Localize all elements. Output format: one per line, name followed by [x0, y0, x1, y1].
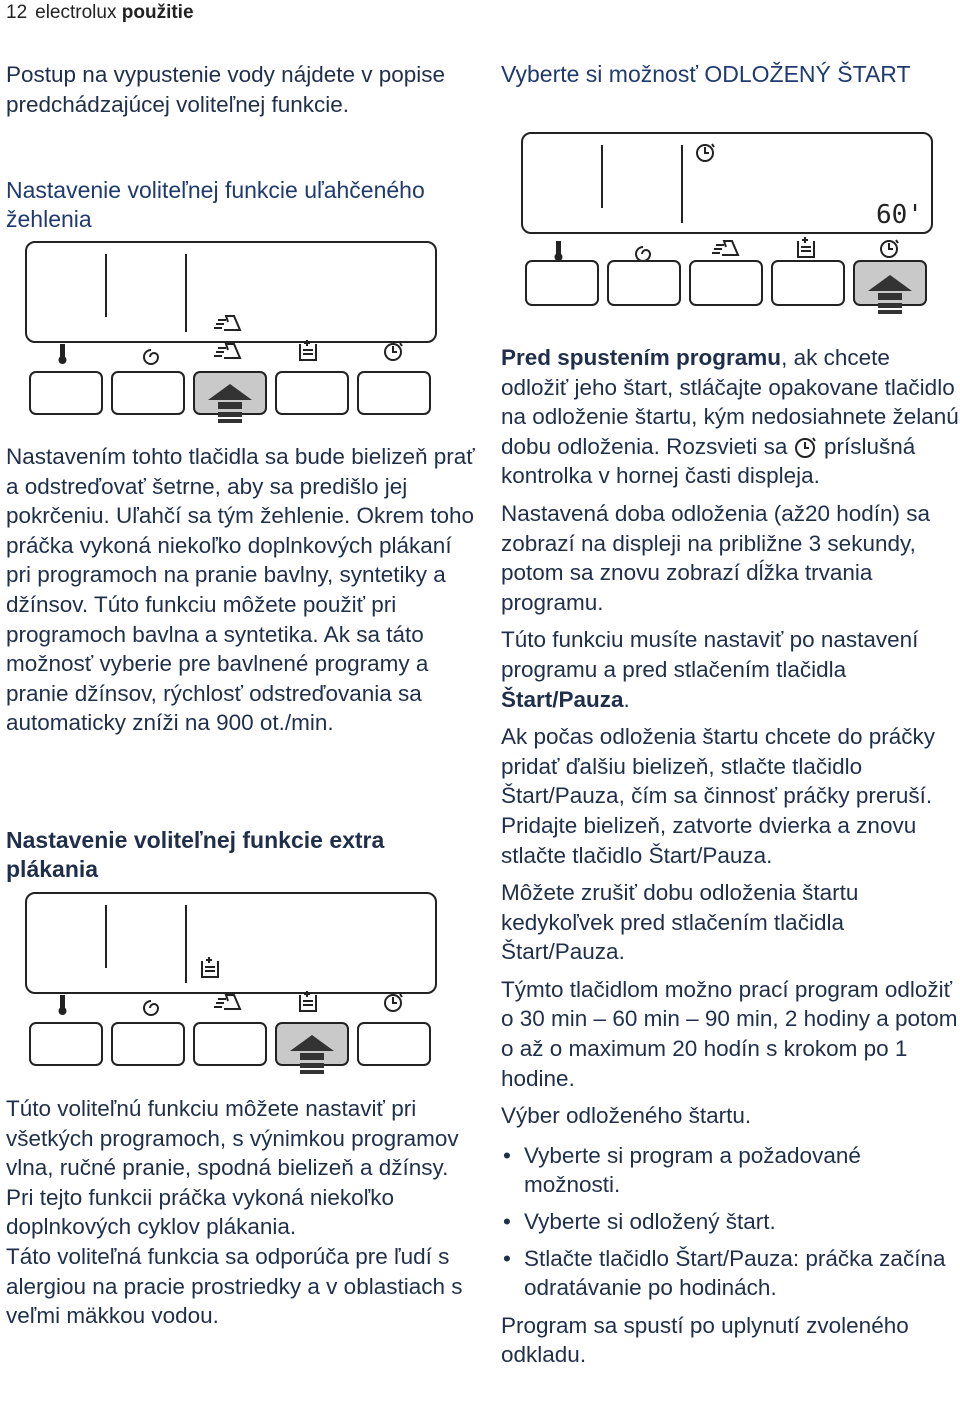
spin-button[interactable] — [608, 261, 680, 305]
delay-p2: Nastavená doba odloženia (až20 hodín) sa zobrazí na displeji na približne 3 sekundy, potom sa znovu zobrazí dĺžka trvania programu. — [501, 500, 931, 615]
thermometer-icon — [59, 995, 67, 1015]
list-item: • Vyberte si program a požadované možnosti. — [501, 1141, 959, 1200]
delay-heading: Vyberte si možnosť ODLOŽENÝ ŠTART — [501, 61, 911, 87]
delay-p3 — [501, 625, 959, 714]
delay-p8: Program sa spustí po uplynutí zvoleného odkladu. — [501, 1312, 909, 1368]
ironing-section — [6, 176, 476, 234]
easy-iron-button[interactable] — [690, 261, 762, 305]
extra-rinse-icon — [798, 237, 814, 257]
rinse-section — [6, 826, 476, 884]
p1-text-a: , ak chcete odložiť jeho štart, stláčajte opakovane tlačidlo na odloženie štartu, kým nedosiahnete želanú dobu odloženia. Rozsvieti sa — [501, 345, 959, 459]
left-intro — [6, 60, 476, 119]
delay-start-panel — [522, 133, 936, 331]
list-item: • Stlačte tlačidlo Štart/Pauza: práčka začína odratávanie po hodinách. — [501, 1244, 959, 1303]
p3-bold: Štart/Pauza — [501, 686, 624, 712]
steps-list — [501, 1141, 959, 1303]
delay-clock-icon — [881, 240, 898, 257]
section-title: použitie — [121, 2, 194, 23]
ironing-heading: Nastavenie voliteľnej funkcie uľahčeného žehlenia — [6, 177, 425, 232]
rinse-text-1: Túto voliteľnú funkciu môžete nastaviť pri všetkých programoch, s výnimkou programov vlna, ručné pranie, spodná bielizeň a džínsy. Pri tejto funkcii práčka vykoná niekoľko doplnkových cyklov plákania. — [6, 1096, 459, 1240]
brand-name: electrolux — [35, 2, 117, 23]
p3-text-a: Túto funkciu musíte nastaviť po nastavení programu a pred stlačením tlačidla — [501, 627, 919, 682]
easy-iron-icon — [214, 995, 240, 1009]
delay-p7: Výber odloženého štartu. — [501, 1103, 752, 1129]
delay-clock-icon — [794, 435, 818, 459]
thermometer-icon — [59, 344, 67, 364]
p1-text-b: príslušná kontrolka v hornej časti displeja. — [501, 433, 916, 489]
delay-p6: Týmto tlačidlom možno prací program odložiť o 30 min – 60 min – 90 min, 2 hodiny a potom o až o maximum 20 hodín s krokom po 1 hodine. — [501, 976, 958, 1091]
delay-body — [501, 343, 959, 1370]
extra-rinse-panel — [26, 893, 440, 1075]
delay-clock-icon — [385, 343, 402, 360]
extra-rinse-button[interactable] — [276, 372, 348, 414]
page-number: 12 — [6, 2, 28, 23]
intro-text: Postup na vypustenie vody nájdete v popise predchádzajúcej voliteľnej funkcie. — [6, 62, 446, 117]
list-item: • Vyberte si odložený štart. — [501, 1207, 959, 1237]
delay-section — [501, 60, 959, 89]
extra-rinse-button[interactable] — [772, 261, 844, 305]
rinse-body — [6, 1094, 476, 1331]
delay-button[interactable] — [358, 1023, 430, 1065]
spin-icon — [144, 350, 158, 364]
spin-icon — [636, 247, 650, 261]
delay-p4: Ak počas odloženia štartu chcete do práčky pridať ďalšiu bielizeň, stlačte tlačidlo Štart/Pauza, čím sa činnosť práčky preruší. Pridajte bielizeň, zatvorte dvierka a znovu stlačte tlačidlo Štart/Pauza. — [501, 724, 935, 868]
temp-button[interactable] — [30, 372, 102, 414]
delay-p5: Môžete zrušiť dobu odloženia štartu kedykoľvek pred stlačením tlačidla Štart/Pauza. — [501, 880, 859, 965]
temp-button[interactable] — [30, 1023, 102, 1065]
delay-button[interactable] — [358, 372, 430, 414]
rinse-heading: Nastavenie voliteľnej funkcie extra plákania — [6, 827, 385, 882]
spin-button[interactable] — [112, 1023, 184, 1065]
p1-bold: Pred spustením programu — [501, 345, 782, 370]
display-readout: 60' — [876, 200, 923, 230]
p3-text-b: . — [623, 686, 630, 712]
easy-iron-panel — [26, 242, 440, 424]
rinse-text-2: Táto voliteľná funkcia sa odporúča pre ľudí s alergiou na pracie prostriedky a v oblastiach s veľmi mäkkou vodou. — [6, 1243, 463, 1329]
spin-button[interactable] — [112, 372, 184, 414]
ironing-body — [6, 442, 476, 738]
delay-p1 — [501, 343, 959, 491]
page-header — [6, 2, 194, 24]
delay-clock-icon — [385, 994, 402, 1011]
easy-iron-button[interactable] — [194, 1023, 266, 1065]
easy-iron-icon — [712, 241, 738, 255]
ironing-text: Nastavením tohto tlačidla sa bude bielizeň prať a odstreďovať šetrne, aby sa predišlo jej pokrčeniu. Uľahčí sa tým žehlenie. Okrem toho práčka vykoná niekoľko doplnkových plákaní pri programoch na pranie bavlny, syntetiky a džínsov. Túto funkciu môžete použiť pri programoch bavlna a syntetika. Ak sa táto možnosť vyberie pre bavlnené programy a pranie džínsov, rýchlosť odstreďovania sa automaticky zníži na 900 ot./min. — [6, 444, 475, 736]
spin-icon — [144, 1001, 158, 1015]
thermometer-icon — [555, 241, 563, 261]
temp-button[interactable] — [526, 261, 598, 305]
easy-iron-icon — [214, 344, 240, 358]
